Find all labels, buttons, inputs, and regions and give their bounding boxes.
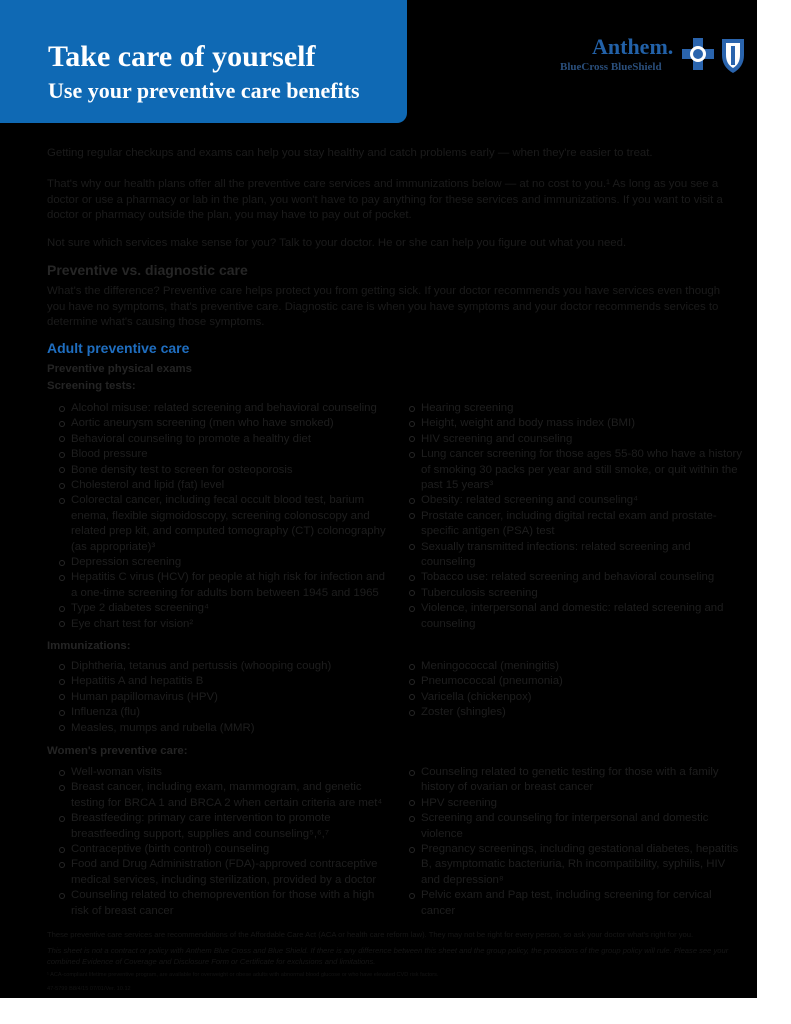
footnote: ¹ ACA-compliant lifetime preventive program, are available for overweight or obese adults with abnormal blood glucose or who have elevated CVD risk factors.: [47, 972, 439, 978]
list-item: Well-woman visits: [48, 765, 394, 780]
list-item: Breast cancer, including exam, mammogram, and genetic testing for BRCA 1 and BRCA 2 when certain criteria are met⁴: [48, 780, 394, 811]
womens-list-right: [398, 765, 743, 919]
list-item: Hepatitis A and hepatitis B: [48, 674, 394, 689]
page-subtitle: Use your preventive care benefits: [48, 78, 360, 103]
list-item: Pelvic exam and Pap test, including screening for cervical cancer: [398, 888, 743, 919]
intro-paragraph-3: Not sure which services make sense for you? Talk to your doctor. He or she can help you figure out what you need.: [47, 237, 627, 249]
list-item: Depression screening: [48, 555, 394, 570]
list-item: Type 2 diabetes screening⁴: [48, 601, 394, 616]
list-item: Pregnancy screenings, including gestational diabetes, hepatitis B, asymptomatic bacteriuria, Rh incompatibility, syphilis, HIV and depression⁸: [398, 842, 743, 888]
list-item: Blood pressure: [48, 447, 394, 462]
anthem-logo: [560, 34, 756, 76]
list-item: Meningococcal (meningitis): [398, 659, 743, 674]
list-item: Counseling related to genetic testing for those with a family history of ovarian or breast cancer: [398, 765, 743, 796]
footer-note-2: This sheet is not a contract or policy with Anthem Blue Cross and Blue Shield. If there is any difference between this sheet and the group policy, the provisions of the group policy will rule. Please see your combined Evidence of Coverage and Disclosure Form or Certificate for exclusions and limitations.: [47, 946, 729, 966]
adult-care-heading: Adult preventive care: [47, 340, 190, 356]
list-item: Eye chart test for vision²: [48, 617, 394, 632]
header-banner: [0, 0, 407, 123]
diagnostic-heading: Preventive vs. diagnostic care: [47, 262, 248, 278]
list-item: Behavioral counseling to promote a healthy diet: [48, 432, 394, 447]
list-item: Violence, interpersonal and domestic: related screening and counseling: [398, 601, 743, 632]
womens-list-left: [48, 765, 394, 919]
list-item: Food and Drug Administration (FDA)-approved contraceptive medical services, including sterilization, provided by a doctor: [48, 857, 394, 888]
list-item: Counseling related to chemoprevention for those with a high risk of breast cancer: [48, 888, 394, 919]
physical-exams-heading: Preventive physical exams: [47, 363, 193, 375]
list-item: Sexually transmitted infections: related screening and counseling: [398, 540, 743, 571]
womens-care-heading: Women's preventive care:: [47, 745, 188, 757]
list-item: Varicella (chickenpox): [398, 690, 743, 705]
logo-subtext: BlueCross BlueShield: [560, 61, 662, 73]
intro-paragraph-1: Getting regular checkups and exams can help you stay healthy and catch problems early — when they're easier to treat.: [47, 147, 653, 159]
list-item: Prostate cancer, including digital rectal exam and prostate-specific antigen (PSA) test: [398, 509, 743, 540]
list-item: Screening and counseling for interpersonal and domestic violence: [398, 811, 743, 842]
list-item: Diphtheria, tetanus and pertussis (whooping cough): [48, 659, 394, 674]
list-item: Breastfeeding: primary care intervention to promote breastfeeding support, supplies and counseling⁵,⁶,⁷: [48, 811, 394, 842]
list-item: Aortic aneurysm screening (men who have smoked): [48, 416, 394, 431]
list-item: Tuberculosis screening: [398, 586, 743, 601]
list-item: Measles, mumps and rubella (MMR): [48, 721, 394, 736]
footer-note-1: These preventive care services are recommendations of the Affordable Care Act (ACA or health care reform law). They may not be right for every person, so ask your doctor what's right for you.: [47, 930, 694, 939]
document-code: 47-5799 B8/4/15 07/01/Ver. 10.12: [47, 986, 131, 992]
list-item: Hearing screening: [398, 401, 743, 416]
list-item: Contraceptive (birth control) counseling: [48, 842, 394, 857]
immunizations-list-right: [398, 659, 743, 721]
screening-list-right: [398, 401, 743, 632]
page-title: Take care of yourself: [48, 40, 316, 73]
diagnostic-text: What's the difference? Preventive care helps protect you from getting sick. If your doctor recommends you have services even though you have no symptoms, that's preventive care. Diagnostic care is when you have symptoms and your doctor recommends services to determine what's causing those symptoms.: [47, 285, 721, 328]
list-item: HPV screening: [398, 796, 743, 811]
list-item: HIV screening and counseling: [398, 432, 743, 447]
list-item: Zoster (shingles): [398, 705, 743, 720]
list-item: Obesity: related screening and counseling⁴: [398, 493, 743, 508]
immunizations-list-left: [48, 659, 394, 736]
list-item: Pneumococcal (pneumonia): [398, 674, 743, 689]
list-item: Human papillomavirus (HPV): [48, 690, 394, 705]
immunizations-heading: Immunizations:: [47, 640, 131, 652]
cross-shield-icon: [682, 35, 754, 75]
list-item: Tobacco use: related screening and behavioral counseling: [398, 570, 743, 585]
list-item: Hepatitis C virus (HCV) for people at high risk for infection and a one-time screening for adults born between 1945 and 1965: [48, 570, 394, 601]
list-item: Lung cancer screening for those ages 55-80 who have a history of smoking 30 packs per year and still smoke, or quit within the past 15 years³: [398, 447, 743, 493]
list-item: Height, weight and body mass index (BMI): [398, 416, 743, 431]
screening-list-left: [48, 401, 394, 632]
list-item: Bone density test to screen for osteoporosis: [48, 463, 394, 478]
screening-tests-heading: Screening tests:: [47, 380, 136, 392]
intro-paragraph-2: That's why our health plans offer all the preventive care services and immunizations below — at no cost to you.¹ As long as you see a doctor or use a pharmacy or lab in the plan, you won't have to pay anything for these services and immunizations. If you want to visit a doctor or pharmacy outside the plan, you may have to pay out of pocket.: [47, 178, 723, 221]
list-item: Influenza (flu): [48, 705, 394, 720]
logo-wordmark: Anthem.: [592, 34, 674, 59]
list-item: Cholesterol and lipid (fat) level: [48, 478, 394, 493]
list-item: Alcohol misuse: related screening and behavioral counseling: [48, 401, 394, 416]
list-item: Colorectal cancer, including fecal occult blood test, barium enema, flexible sigmoidoscopy, screening colonoscopy and related prep kit, and computed tomography (CT) colonography (as appropriate)³: [48, 493, 394, 555]
